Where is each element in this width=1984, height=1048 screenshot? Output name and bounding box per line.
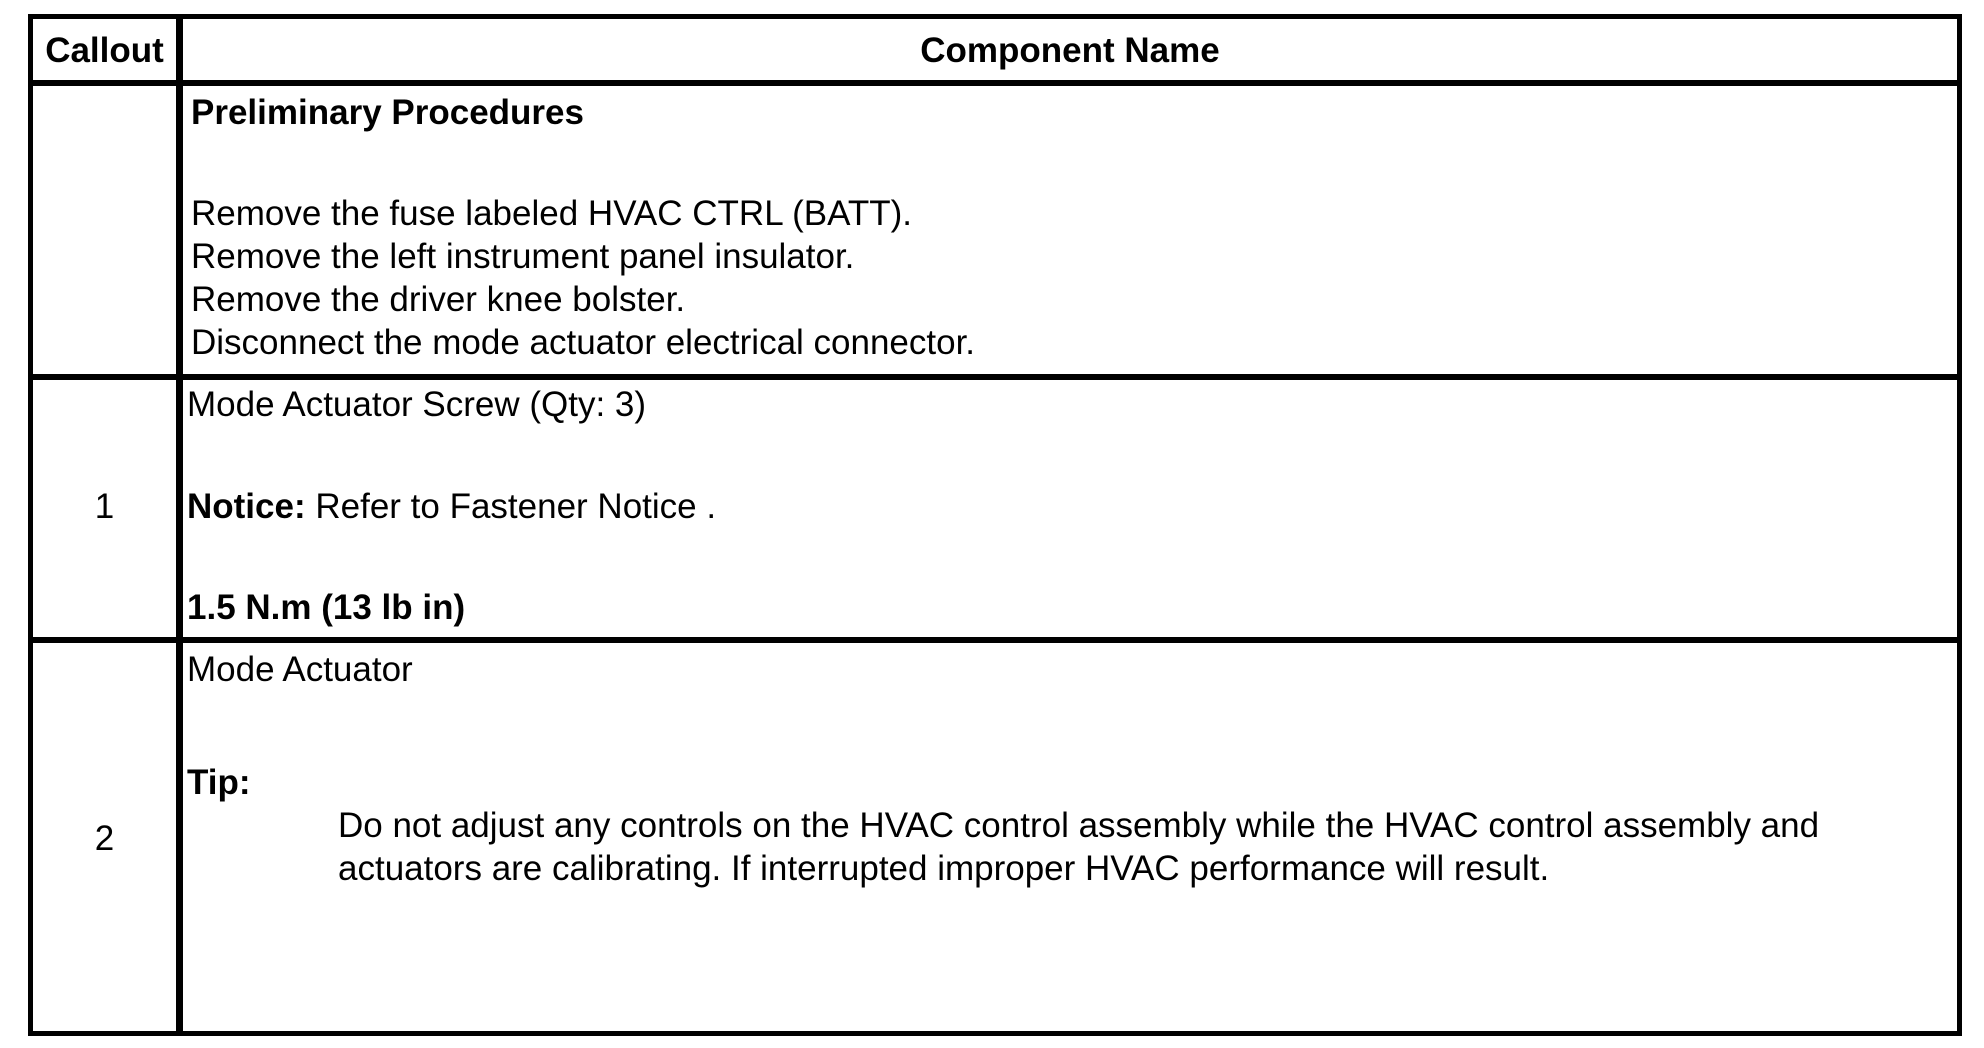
column-divider [176,19,183,1031]
notice-label: Notice: [187,487,306,526]
preliminary-step: Remove the driver knee bolster. [191,280,686,319]
notice-line [187,487,716,527]
row-divider [33,374,1957,380]
column-header-callout: Callout [45,31,164,70]
column-header-component-name: Component Name [920,31,1220,70]
procedure-table [28,14,1962,1036]
callout-number: 1 [94,487,115,526]
row-divider [33,637,1957,643]
callout-number: 2 [94,819,115,858]
notice-text: Refer to Fastener Notice . [305,487,717,526]
row-divider [33,80,1957,86]
component-name: Mode Actuator Screw (Qty: 3) [187,385,647,424]
tip-text: Do not adjust any controls on the HVAC control assembly while the HVAC control assembly and actuators are calibrating. If interrupted improper HVAC performance will result. [338,806,1820,888]
preliminary-step: Remove the fuse labeled HVAC CTRL (BATT). [191,194,912,233]
preliminary-step: Disconnect the mode actuator electrical connector. [191,323,976,362]
preliminary-title: Preliminary Procedures [191,93,584,132]
torque-spec: 1.5 N.m (13 lb in) [187,588,466,627]
tip-label: Tip: [187,763,251,802]
component-name: Mode Actuator [187,650,413,689]
preliminary-step: Remove the left instrument panel insulator. [191,237,855,276]
